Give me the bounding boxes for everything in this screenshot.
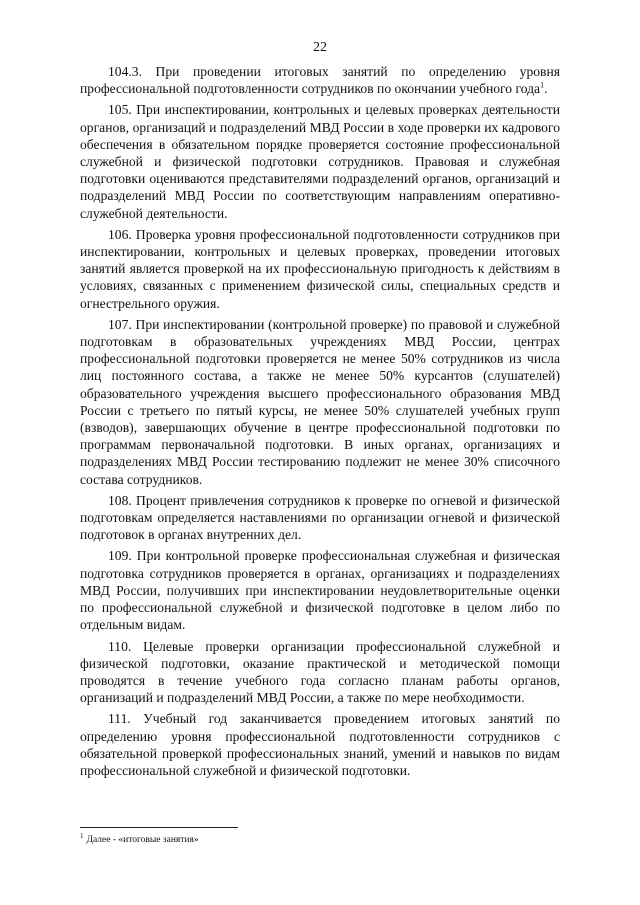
footnote-number: 1 (80, 831, 84, 840)
paragraph-106: 106. Проверка уровня профессиональной подготовленности сотрудников при инспектировании, контрольных и целевых проверках, проведении итоговых занятий является проверкой на их профессиональную пригодность к действиям в условиях, связанных с применением физической силы, специальных средств и огнестрельного оружия. (80, 226, 560, 311)
paragraph-110: 110. Целевые проверки организации профессиональной служебной и физической подготовки, оказание практической и методической помощи проводятся в течение учебного года согласно планам работы органов, организаций и подразделений МВД России, а также по мере необходимости. (80, 638, 560, 706)
paragraph-text: 104.3. При проведении итоговых занятий по определению уровня профессиональной подготовленности сотрудников по окончании учебного года (80, 64, 560, 97)
page-number: 22 (313, 40, 327, 55)
footnote-text: Далее - «итоговые занятия» (86, 835, 199, 845)
paragraph-tail: . (544, 81, 548, 97)
paragraph-105: 105. При инспектировании, контрольных и целевых проверках деятельности органов, организаций и подразделений МВД России в ходе проверки их кадрового обеспечения в обязательном порядке проверяется состояние профессиональной служебной и физической подготовки сотрудников. Правовая и служебная подготовки оцениваются представителями подразделений органов, организаций и подразделений МВД России по соответствующим направлениям оперативно-служебной деятельности. (80, 102, 560, 221)
paragraph-104-3 (80, 63, 560, 97)
footnote (80, 831, 560, 846)
paragraph-109: 109. При контрольной проверке профессиональная служебная и физическая подготовка сотрудников проверяется в органах, организациях и подразделениях МВД России, получивших при инспектировании неудовлетворительные оценки по профессиональной служебной и физической подготовке в целом либо по отдельным видам. (80, 548, 560, 633)
footnote-reference: 1 (540, 80, 545, 90)
paragraph-108: 108. Процент привлечения сотрудников к проверке по огневой и физической подготовкам определяется наставлениями по организации огневой и физической подготовок в органах внутренних дел. (80, 492, 560, 543)
footnote-separator (80, 827, 238, 828)
paragraph-107: 107. При инспектировании (контрольной проверке) по правовой и служебной подготовкам в образовательных учреждениях МВД России, центрах профессиональной подготовки проверяется не менее 50% сотрудников из числа лиц постоянного состава, а также не менее 50% курсантов (слушателей) образовательного учреждения высшего профессионального образования МВД России с третьего по пятый курсы, не менее 50% слушателей учебных групп (взводов), завершающих обучение в центре профессиональной подготовки по программам первоначальной подготовки. В иных органах, организациях и подразделениях МВД России тестированию подлежит не менее 30% списочного состава сотрудников. (80, 316, 560, 487)
document-body (80, 63, 560, 783)
paragraph-111: 111. Учебный год заканчивается проведением итоговых занятий по определению уровня профессиональной подготовленности сотрудников с обязательной проверкой профессиональных знаний, умений и навыков по видам профессиональной служебной и физической подготовки. (80, 711, 560, 778)
